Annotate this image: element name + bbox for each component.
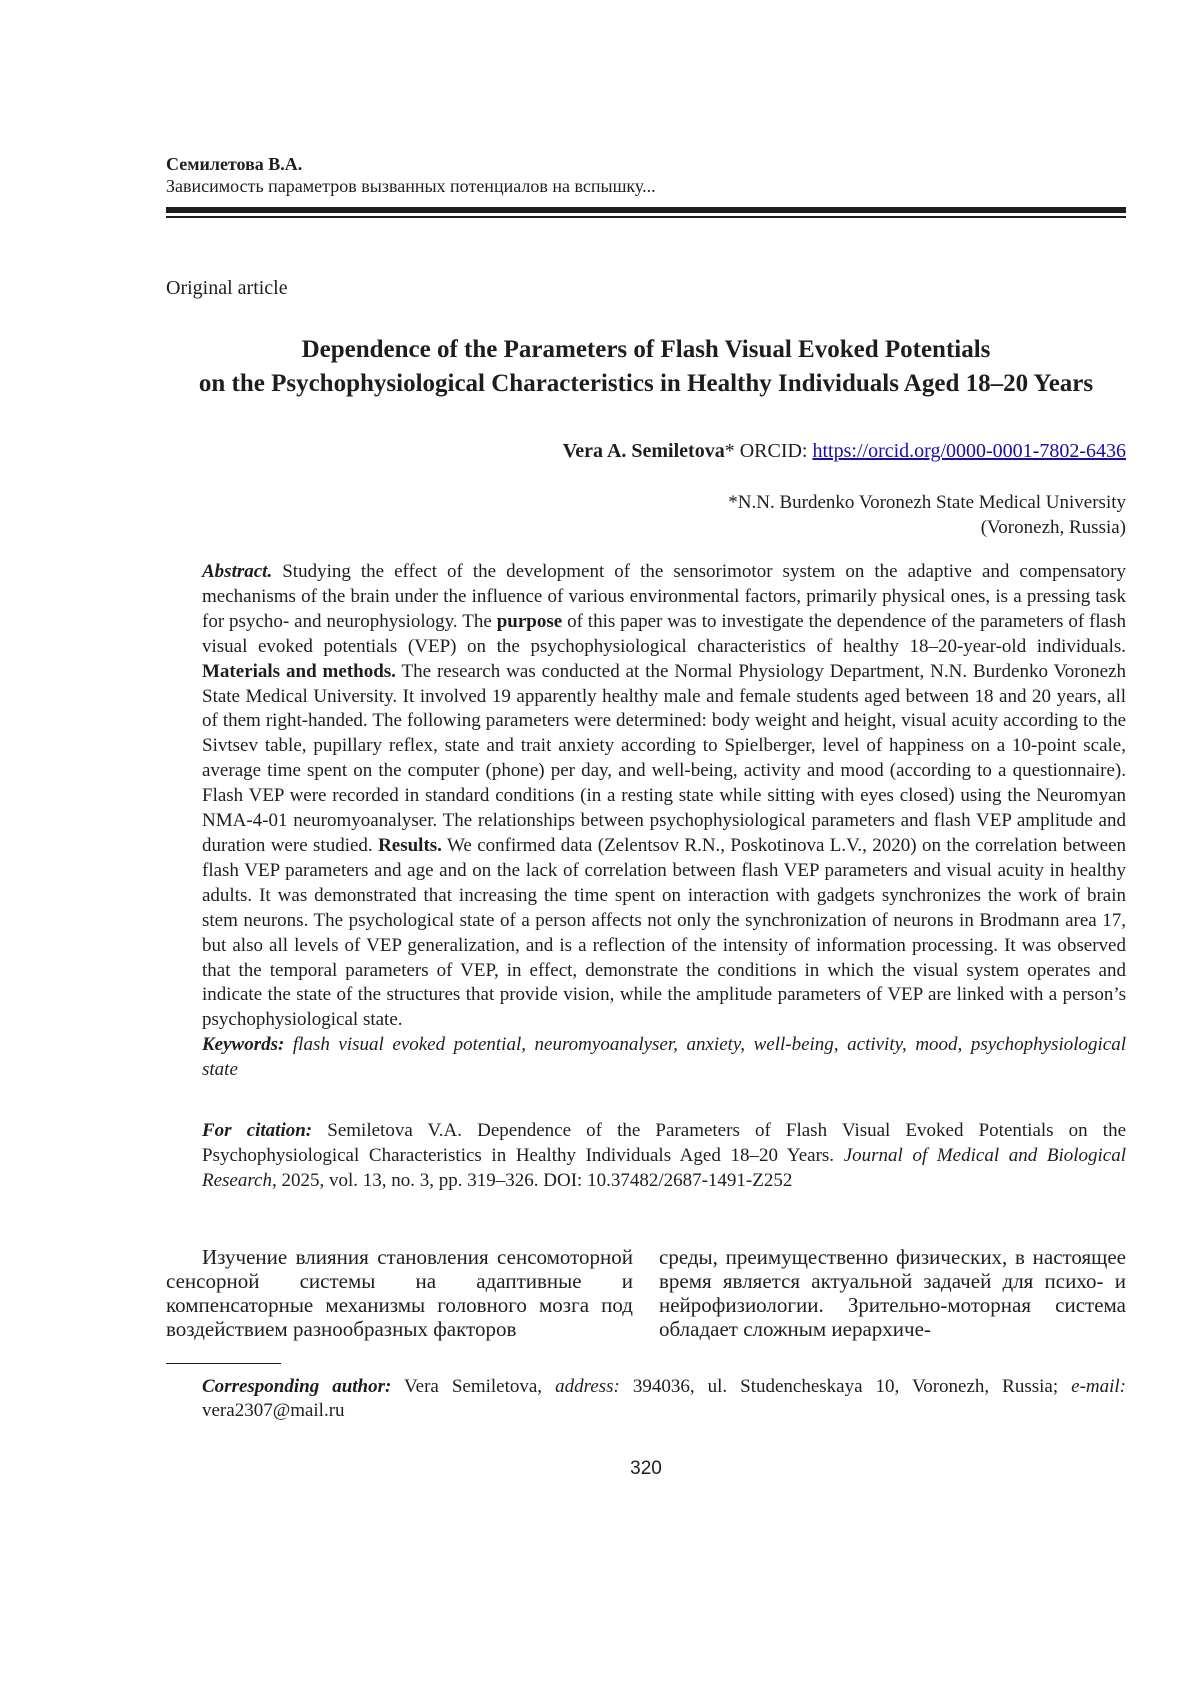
body-column-right: среды, преимущественно физических, в настоящее время является актуальной задачей для психо- и нейрофизиологии. Зрительно-моторная система обладает сложным иерархиче- xyxy=(659,1245,1126,1341)
author-mark: * xyxy=(725,440,735,462)
footnote-paragraph xyxy=(166,1375,1126,1423)
abstract-label: Abstract. xyxy=(202,561,272,582)
abstract-text-1: Studying the effect of the development of the sensorimotor system on the adaptive and compensatory mechanisms of the brain under the influence of various environmental factors, primarily physical ones, is a pressing task for psycho- and neurophysiology. The xyxy=(202,561,1126,632)
title-line-1: Dependence of the Parameters of Flash Visual Evoked Potentials xyxy=(166,333,1126,367)
keywords-label: Keywords: xyxy=(202,1034,284,1055)
orcid-label: ORCID: xyxy=(740,440,808,462)
results-label: Results. xyxy=(378,835,442,856)
keywords xyxy=(166,1033,1126,1083)
header-rule-thick xyxy=(166,207,1126,213)
citation-paragraph xyxy=(166,1119,1126,1194)
orcid-link[interactable]: https://orcid.org/0000-0001-7802-6436 xyxy=(813,440,1127,462)
running-head-author: Семилетова В.А. xyxy=(166,153,1126,175)
article-title xyxy=(166,333,1126,401)
running-head-title: Зависимость параметров вызванных потенциалов на вспышку... xyxy=(166,175,1126,197)
affiliation-line-2: (Voronezh, Russia) xyxy=(728,515,1126,540)
author-name: Vera A. Semiletova xyxy=(563,440,725,462)
title-line-2: on the Psychophysiological Characteristics in Healthy Individuals Aged 18–20 Years xyxy=(166,367,1126,401)
purpose-label: purpose xyxy=(497,611,562,632)
footnote-name: Vera Semiletova, xyxy=(404,1376,542,1397)
footnote-label: Corresponding author: xyxy=(202,1376,391,1397)
citation xyxy=(166,1119,1126,1194)
keywords-text: flash visual evoked potential, neuromyoanalyser, anxiety, well-being, activity, mood, psychophysiological state xyxy=(202,1034,1126,1080)
footnote-rule xyxy=(166,1363,281,1364)
header-rule-thin xyxy=(166,216,1126,218)
footnote xyxy=(166,1375,1126,1423)
article-type: Original article xyxy=(166,277,288,300)
abstract xyxy=(166,560,1126,1083)
abstract-paragraph xyxy=(166,560,1126,1033)
body-column-left: Изучение влияния становления сенсомоторной сенсорной системы на адаптивные и компенсаторные механизмы головного мозга под воздействием разнообразных факторов xyxy=(166,1245,633,1341)
address-label: address: xyxy=(555,1376,620,1397)
affiliation xyxy=(728,490,1126,540)
abstract-text-3: The research was conducted at the Normal Physiology Department, N.N. Burdenko Voronezh State Medical University. It involved 19 apparently healthy male and female students aged between 18 and 20 years, all of them right-handed. The following parameters were determined: body weight and height, visual acuity according to the Sivtsev table, pupillary reflex, state and trait anxiety according to Spielberger, level of happiness on a 10-point scale, average time spent on the computer (phone) per day, and well-being, activity and mood (according to a questionnaire). Flash VEP were recorded in standard conditions (in a resting state while sitting with eyes closed) using the Neuromyan NMA-4-01 neuromyoanalyser. The relationships between psychophysiological parameters and flash VEP amplitude and duration were studied. xyxy=(202,661,1126,856)
page-number: 320 xyxy=(0,1458,1200,1480)
body-columns xyxy=(166,1245,1126,1341)
footnote-address: 394036, ul. Studencheskaya 10, Voronezh, Russia; xyxy=(633,1376,1058,1397)
email-label: e-mail: xyxy=(1071,1376,1126,1397)
footnote-email[interactable]: vera2307@mail.ru xyxy=(202,1400,345,1421)
journal-page xyxy=(0,0,1200,1697)
citation-journal: Journal of Medical and Biological Research xyxy=(202,1145,1126,1191)
citation-text-1: Semiletova V.A. Dependence of the Parameters of Flash Visual Evoked Potentials on the Psychophysiological Characteristics in Healthy Individuals Aged 18–20 Years. xyxy=(202,1120,1126,1166)
affiliation-line-1: *N.N. Burdenko Voronezh State Medical University xyxy=(728,490,1126,515)
abstract-text-2: of this paper was to investigate the dependence of the parameters of flash visual evoked potentials (VEP) on the psychophysiological characteristics of healthy 18–20-year-old individuals. xyxy=(202,611,1126,657)
citation-text-2: , 2025, vol. 13, no. 3, pp. 319–326. DOI: 10.37482/2687-1491-Z252 xyxy=(272,1170,792,1191)
running-head xyxy=(166,153,1126,197)
citation-label: For citation: xyxy=(202,1120,312,1141)
author-line xyxy=(563,440,1126,463)
abstract-text-4: We confirmed data (Zelentsov R.N., Poskotinova L.V., 2020) on the correlation between flash VEP parameters and age and on the lack of correlation between flash VEP parameters and visual acuity in healthy adults. It was demonstrated that increasing the time spent on interaction with gadgets synchronizes the work of brain stem neurons. The psychological state of a person affects not only the synchronization of neurons in Brodmann area 17, but also all levels of VEP generalization, and is a reflection of the intensity of information processing. It was observed that the temporal parameters of VEP, in effect, demonstrate the conditions in which the visual system operates and indicate the state of the structures that provide vision, while the amplitude parameters of VEP are linked with a person’s psychophysiological state. xyxy=(202,835,1126,1030)
methods-label: Materials and methods. xyxy=(202,661,396,682)
